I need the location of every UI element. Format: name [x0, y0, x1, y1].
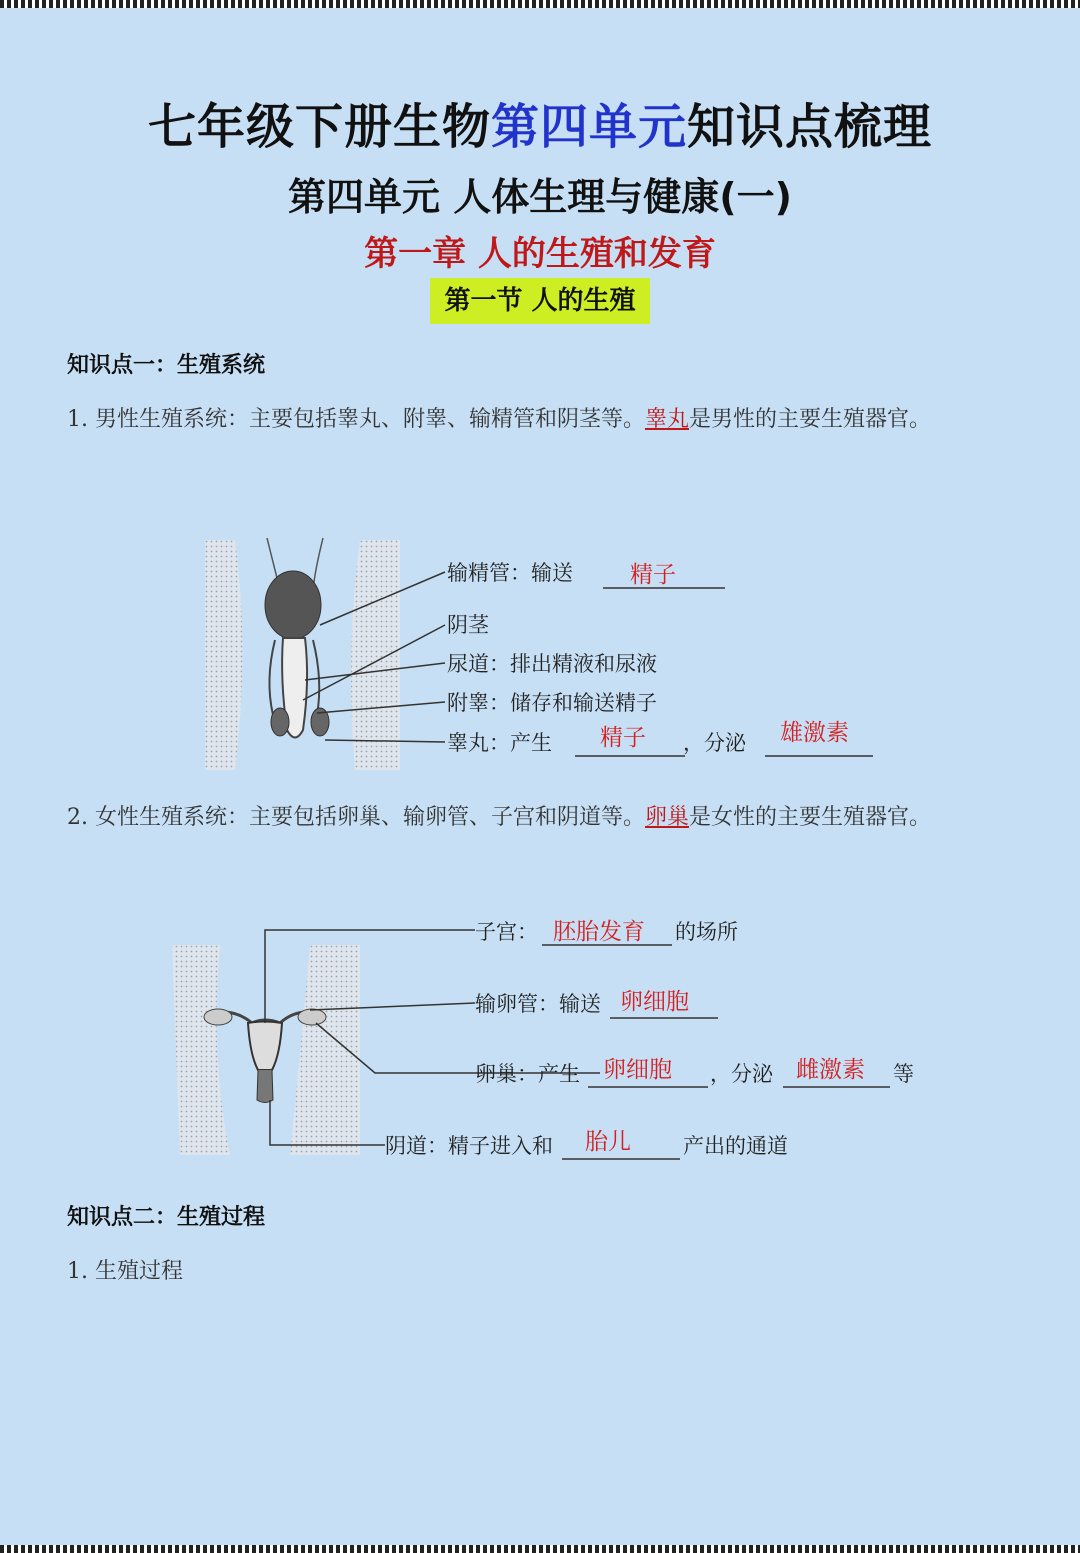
vagina-suffix: 产出的通道 [683, 1134, 788, 1158]
ovary-answer-2: 雌激素 [796, 1057, 865, 1083]
testis-mid: ，分泌 [683, 731, 746, 755]
female-reproductive-diagram [160, 905, 930, 1165]
male-anatomy-illustration [205, 538, 400, 770]
uterus-answer: 胚胎发育 [553, 919, 645, 945]
urethra-label: 尿道：排出精液和尿液 [447, 652, 657, 676]
testis-answer-2: 雄激素 [780, 720, 849, 746]
vagina-label: 阴道：精子进入和 [385, 1134, 553, 1158]
male-system-paragraph: 1. 男性生殖系统：主要包括睾丸、附睾、输精管和阴茎等。睾丸是男性的主要生殖器官。 [67, 407, 932, 432]
female-key-organ: 卵巢 [645, 805, 690, 830]
oviduct-label: 输卵管：输送 [475, 992, 601, 1016]
penis-label: 阴茎 [447, 613, 489, 637]
ovary-label: 卵巢：产生 [475, 1062, 580, 1086]
ovary-answer-1: 卵细胞 [603, 1057, 672, 1083]
uterus-label: 子宫： [475, 920, 538, 944]
male-key-organ: 睾丸 [645, 407, 690, 432]
knowledge-point-2-heading: 知识点二：生殖过程 [67, 1205, 266, 1230]
female-labels [385, 919, 914, 1159]
chapter-title: 第一章 人的生殖和发育 [364, 234, 716, 274]
vagina-answer: 胎儿 [585, 1129, 631, 1155]
title-highlight: 第四单元 [490, 99, 687, 155]
ovary-mid: ，分泌 [710, 1062, 773, 1086]
vas-deferens-label: 输精管：输送 [447, 561, 573, 585]
testis-answer-1: 精子 [600, 725, 646, 751]
section-title: 第一节 人的生殖 [430, 278, 650, 324]
female-anatomy-illustration [172, 945, 360, 1155]
page-title: 七年级下册生物第四单元知识点梳理 [147, 99, 933, 155]
male-labels [447, 561, 873, 756]
vas-deferens-answer: 精子 [630, 562, 676, 588]
bottom-border [0, 1545, 1080, 1553]
oviduct-answer: 卵细胞 [620, 989, 689, 1015]
top-border [0, 0, 1080, 8]
epididymis-label: 附睾：储存和输送精子 [447, 691, 657, 715]
male-reproductive-diagram [195, 530, 895, 780]
ovary-suffix: 等 [893, 1062, 914, 1086]
female-system-paragraph: 2. 女性生殖系统：主要包括卵巢、输卵管、子宫和阴道等。卵巢是女性的主要生殖器官。 [67, 805, 932, 830]
testis-label: 睾丸：产生 [447, 731, 552, 755]
knowledge-point-1-heading: 知识点一：生殖系统 [67, 353, 266, 378]
unit-title: 第四单元 人体生理与健康(一) [288, 175, 792, 219]
uterus-suffix: 的场所 [675, 920, 738, 944]
reproduction-process-item: 1. 生殖过程 [67, 1259, 183, 1284]
